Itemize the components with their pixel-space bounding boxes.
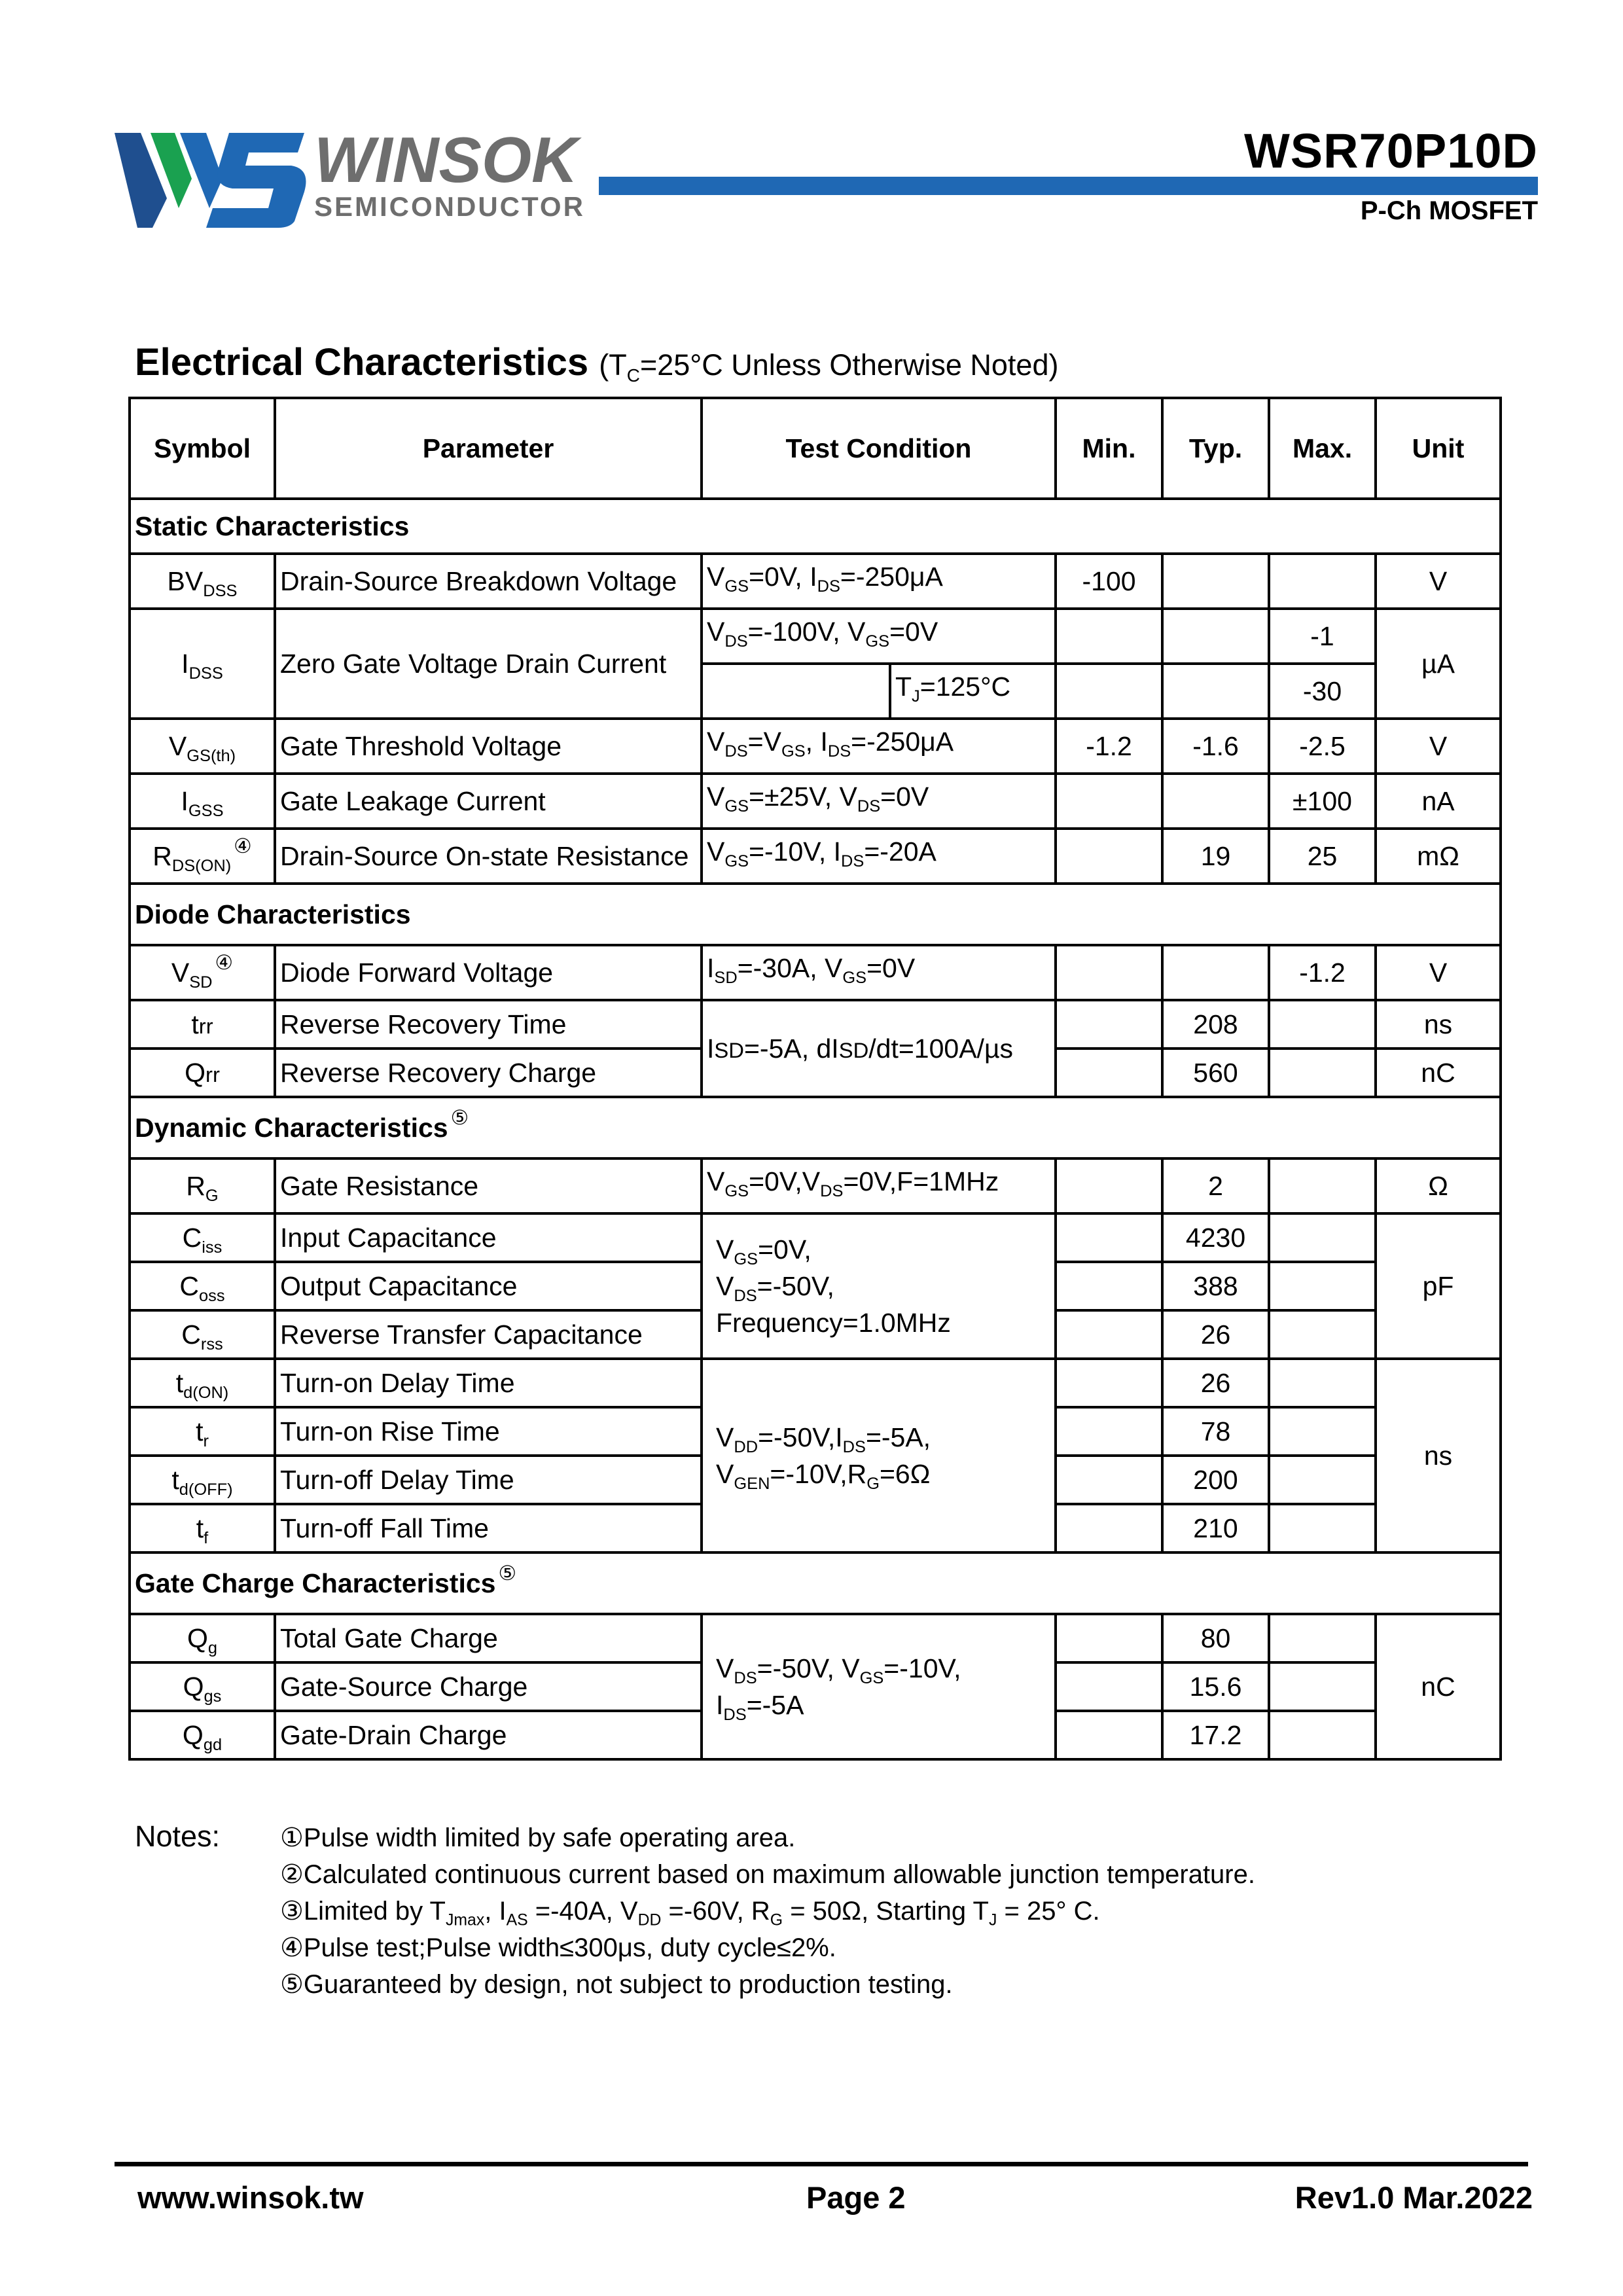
symbol-ciss: $C_{iss}$ [130, 1213, 275, 1262]
param-trr: Reverse Recovery Time [275, 1000, 702, 1049]
table-row [130, 1213, 1501, 1262]
symbol-tf: $t_f$ [130, 1504, 275, 1552]
param-igss: Gate Leakage Current [275, 774, 702, 829]
symbol-bvdss: $BV_{DSS}$ [130, 554, 275, 609]
footer-revision: Rev1.0 Mar.2022 [1294, 2180, 1533, 2215]
note-4: ④Pulse test;Pulse width≤300μs, duty cycle≤2%. [280, 1933, 836, 1962]
unit-switching: ns [1376, 1359, 1501, 1552]
typ-rg: 2 [1162, 1158, 1269, 1213]
cond-vgsth: $V_{DS}=V_{GS}$, $I_{DS}=-250\mu A$ [702, 719, 1056, 774]
table-header-row [130, 398, 1501, 499]
cond-capacitance: $V_{GS}=0V$, $V_{DS}=-50V$, Frequency=1.0MHz [702, 1213, 1056, 1359]
unit-rg: Ω [1376, 1158, 1501, 1213]
part-type: P-Ch MOSFET [1360, 196, 1538, 225]
symbol-tr: $t_r$ [130, 1407, 275, 1456]
notes-list [280, 1820, 1255, 2003]
symbol-coss: $C_{oss}$ [130, 1262, 275, 1310]
category-dynamic: Dynamic Characteristics ⑤ [130, 1097, 1501, 1158]
param-tr: Turn-on Rise Time [275, 1407, 702, 1456]
max-vsd: -1.2 [1269, 945, 1376, 1000]
table-row [130, 774, 1501, 829]
table-row [130, 554, 1501, 609]
footer-website[interactable]: www.winsok.tw [137, 2180, 364, 2215]
symbol-qrr: Qrr [130, 1049, 275, 1097]
note-1: ①Pulse width limited by safe operating area. [280, 1823, 796, 1852]
table-row [130, 609, 1501, 664]
param-rg: Gate Resistance [275, 1158, 702, 1213]
symbol-rdson: $R_{DS(ON)}^④$ [130, 829, 275, 884]
typ-tdon: 26 [1162, 1359, 1269, 1407]
winsok-logo [115, 117, 592, 228]
unit-gate-charge: nC [1376, 1614, 1501, 1759]
symbol-qg: $Q_g$ [130, 1614, 275, 1662]
param-vsd: Diode Forward Voltage [275, 945, 702, 1000]
unit-idss: µA [1376, 609, 1501, 719]
param-qgs: Gate-Source Charge [275, 1662, 702, 1711]
symbol-trr: trr [130, 1000, 275, 1049]
symbol-vgsth: $V_{GS(th)}$ [130, 719, 275, 774]
unit-capacitance: pF [1376, 1213, 1501, 1359]
param-qg: Total Gate Charge [275, 1614, 702, 1662]
typ-trr: 208 [1162, 1000, 1269, 1049]
symbol-vsd: $V_{SD}^④$ [130, 945, 275, 1000]
typ-vgsth: -1.6 [1162, 719, 1269, 774]
header-test-condition: Test Condition [702, 398, 1056, 499]
symbol-crss: $C_{rss}$ [130, 1310, 275, 1359]
section-title-text: Electrical Characteristics [135, 341, 589, 384]
max-vgsth: -2.5 [1269, 719, 1376, 774]
symbol-idss: $I_{DSS}$ [130, 609, 275, 719]
header-min: Min. [1056, 398, 1162, 499]
param-coss: Output Capacitance [275, 1262, 702, 1310]
param-qgd: Gate-Drain Charge [275, 1711, 702, 1759]
min-vgsth: -1.2 [1056, 719, 1162, 774]
table-row [130, 1158, 1501, 1213]
cond-gate-charge: $V_{DS}=-50V$, $V_{GS}=-10V$, $I_{DS}=-5A$ [702, 1614, 1056, 1759]
max-rdson: 25 [1269, 829, 1376, 884]
table-row [130, 1000, 1501, 1049]
cond-rdson: $V_{GS}=-10V$, $I_{DS}=-20A$ [702, 829, 1056, 884]
symbol-tdoff: $t_{d(OFF)}$ [130, 1456, 275, 1504]
param-tf: Turn-off Fall Time [275, 1504, 702, 1552]
max-idss-1: -1 [1269, 609, 1376, 664]
unit-trr: ns [1376, 1000, 1501, 1049]
header-blue-bar [599, 177, 1538, 195]
header-unit: Unit [1376, 398, 1501, 499]
table-row [130, 1614, 1501, 1662]
typ-ciss: 4230 [1162, 1213, 1269, 1262]
header-max: Max. [1269, 398, 1376, 499]
note-2: ②Calculated continuous current based on maximum allowable junction temperature. [280, 1860, 1255, 1889]
header-typ: Typ. [1162, 398, 1269, 499]
section-title [135, 340, 1058, 384]
symbol-igss: $I_{GSS}$ [130, 774, 275, 829]
typ-crss: 26 [1162, 1310, 1269, 1359]
param-crss: Reverse Transfer Capacitance [275, 1310, 702, 1359]
symbol-rg: $R_G$ [130, 1158, 275, 1213]
cond-idss-1: $V_{DS}=-100V$, $V_{GS}=0V$ [702, 609, 1056, 664]
max-igss: ±100 [1269, 774, 1376, 829]
symbol-qgd: $Q_{gd}$ [130, 1711, 275, 1759]
cond-idss-2: $T_J=125^\circ C$ [890, 664, 1056, 719]
cond-trr-qrr: ISD=-5A, dISD/dt=100A/µs [702, 1000, 1056, 1097]
cond-bvdss: $V_{GS}=0V$, $I_{DS}=-250\mu A$ [702, 554, 1056, 609]
table-row [130, 829, 1501, 884]
cond-switching: $V_{DD}=-50V,I_{DS}=-5A$, $V_{GEN}=-10V,R_G=6\Omega$ [702, 1359, 1056, 1552]
note-5: ⑤Guaranteed by design, not subject to production testing. [280, 1970, 953, 1999]
typ-tdoff: 200 [1162, 1456, 1269, 1504]
typ-qgd: 17.2 [1162, 1711, 1269, 1759]
typ-qrr: 560 [1162, 1049, 1269, 1097]
param-vgsth: Gate Threshold Voltage [275, 719, 702, 774]
param-idss: Zero Gate Voltage Drain Current [275, 609, 702, 719]
brand-name: WINSOK [314, 124, 578, 196]
param-qrr: Reverse Recovery Charge [275, 1049, 702, 1097]
table-row [130, 945, 1501, 1000]
symbol-tdon: $t_{d(ON)}$ [130, 1359, 275, 1407]
param-ciss: Input Capacitance [275, 1213, 702, 1262]
typ-qg: 80 [1162, 1614, 1269, 1662]
param-rdson: Drain-Source On-state Resistance [275, 829, 702, 884]
category-static: Static Characteristics [130, 499, 1501, 554]
electrical-characteristics-table [128, 397, 1502, 1761]
typ-tr: 78 [1162, 1407, 1269, 1456]
header-parameter: Parameter [275, 398, 702, 499]
typ-qgs: 15.6 [1162, 1662, 1269, 1711]
cond-igss: $V_{GS}=\pm 25V$, $V_{DS}=0V$ [702, 774, 1056, 829]
section-condition: ($T_C=25^\circ C$ Unless Otherwise Noted) [599, 348, 1059, 386]
max-idss-2: -30 [1269, 664, 1376, 719]
param-bvdss: Drain-Source Breakdown Voltage [275, 554, 702, 609]
footer-divider [115, 2162, 1528, 2166]
header-symbol: Symbol [130, 398, 275, 499]
table-row [130, 719, 1501, 774]
param-tdon: Turn-on Delay Time [275, 1359, 702, 1407]
unit-bvdss: V [1376, 554, 1501, 609]
unit-rdson: mΩ [1376, 829, 1501, 884]
typ-coss: 388 [1162, 1262, 1269, 1310]
param-tdoff: Turn-off Delay Time [275, 1456, 702, 1504]
cond-rg: $V_{GS}=0V,V_{DS}=0V,F=1MHz$ [702, 1158, 1056, 1213]
table-row [130, 1359, 1501, 1407]
unit-vsd: V [1376, 945, 1501, 1000]
cond-vsd: $I_{SD}=-30A$, $V_{GS}=0V$ [702, 945, 1056, 1000]
brand-subtitle: SEMICONDUCTOR [314, 191, 585, 222]
min-bvdss: -100 [1056, 554, 1162, 609]
unit-vgsth: V [1376, 719, 1501, 774]
unit-qrr: nC [1376, 1049, 1501, 1097]
part-number: WSR70P10D [1243, 124, 1538, 178]
typ-rdson: 19 [1162, 829, 1269, 884]
unit-igss: nA [1376, 774, 1501, 829]
symbol-qgs: $Q_{gs}$ [130, 1662, 275, 1711]
category-gate-charge: Gate Charge Characteristics ⑤ [130, 1552, 1501, 1614]
notes-label: Notes: [135, 1820, 221, 1853]
category-diode: Diode Characteristics [130, 884, 1501, 945]
footer-page: Page 2 [806, 2180, 906, 2215]
note-3: ③Limited by $T_{Jmax}$, $I_{AS} =-40A$, $V_{DD} =-60V$, $R_G = 50\Omega$, Starting $T_J = 25^\circ$ C. [280, 1897, 1100, 1929]
typ-tf: 210 [1162, 1504, 1269, 1552]
